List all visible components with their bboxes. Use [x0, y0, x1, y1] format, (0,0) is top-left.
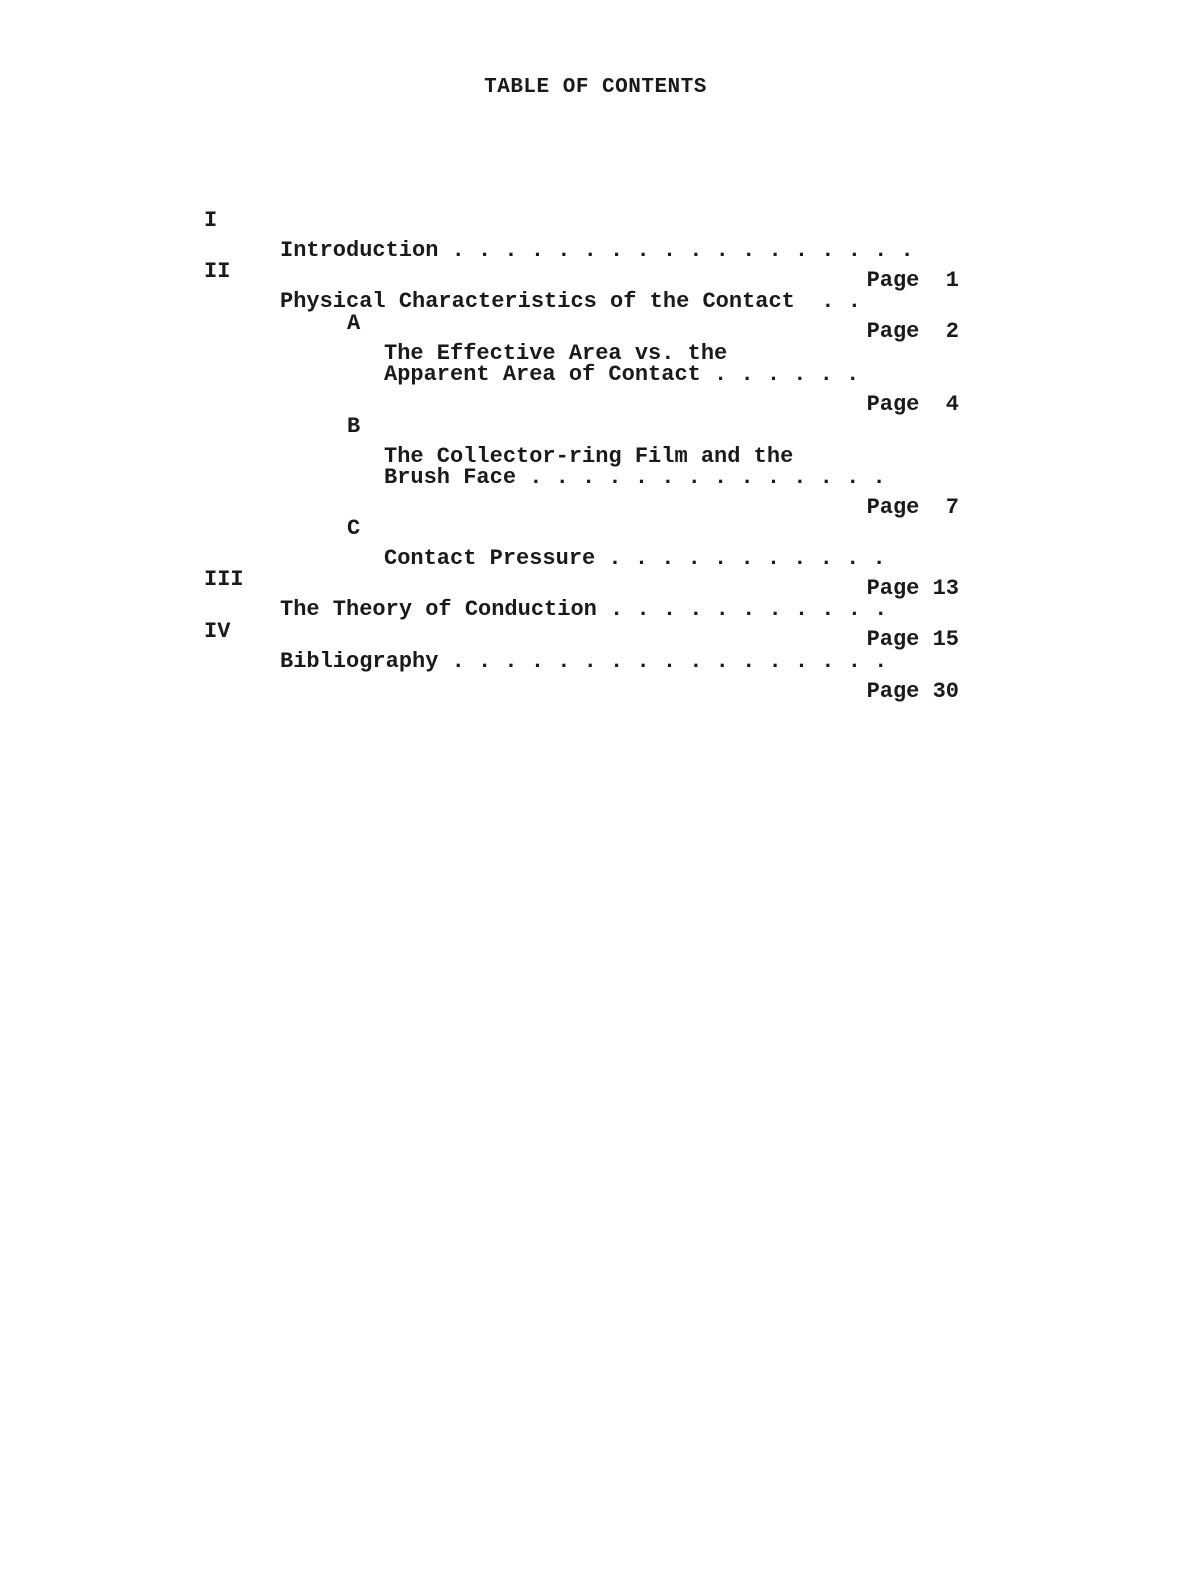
subsection-letter: B [347, 414, 361, 439]
page-reference: Page 1 [866, 268, 959, 293]
entry-text: Brush Face . . . . . . . . . . . . . . [384, 465, 886, 490]
subsection-letter: A [347, 311, 361, 336]
section-number: II [204, 259, 231, 284]
entry-text: Bibliography . . . . . . . . . . . . . . . . . [280, 649, 888, 674]
page-reference: Page 30 [866, 679, 959, 704]
entry-text: The Theory of Conduction . . . . . . . . . . . [280, 597, 888, 622]
page-reference: Page 2 [866, 319, 959, 344]
entry-text: Contact Pressure . . . . . . . . . . . [384, 546, 886, 571]
page-reference: Page 13 [866, 576, 959, 601]
toc-subentry-continuation [0, 330, 1191, 417]
page-title: TABLE OF CONTENTS [484, 76, 707, 99]
toc-subentry [0, 382, 1191, 469]
section-number: III [204, 567, 244, 592]
page-reference: Page 15 [866, 627, 959, 652]
page-reference: Page 7 [866, 495, 959, 520]
page-reference: Page 4 [866, 392, 959, 417]
toc-subentry-continuation [0, 433, 1191, 520]
toc-entry [0, 176, 1191, 293]
entry-text: Physical Characteristics of the Contact . . [280, 289, 861, 314]
subsection-letter: C [347, 516, 361, 541]
entry-text: The Effective Area vs. the [384, 341, 728, 366]
entry-text: Apparent Area of Contact . . . . . . [384, 362, 860, 387]
section-number: IV [204, 619, 231, 644]
entry-text: The Collector-ring Film and the [384, 444, 794, 469]
section-number: I [204, 208, 218, 233]
entry-text: Introduction . . . . . . . . . . . . . . . . . . [280, 238, 914, 263]
